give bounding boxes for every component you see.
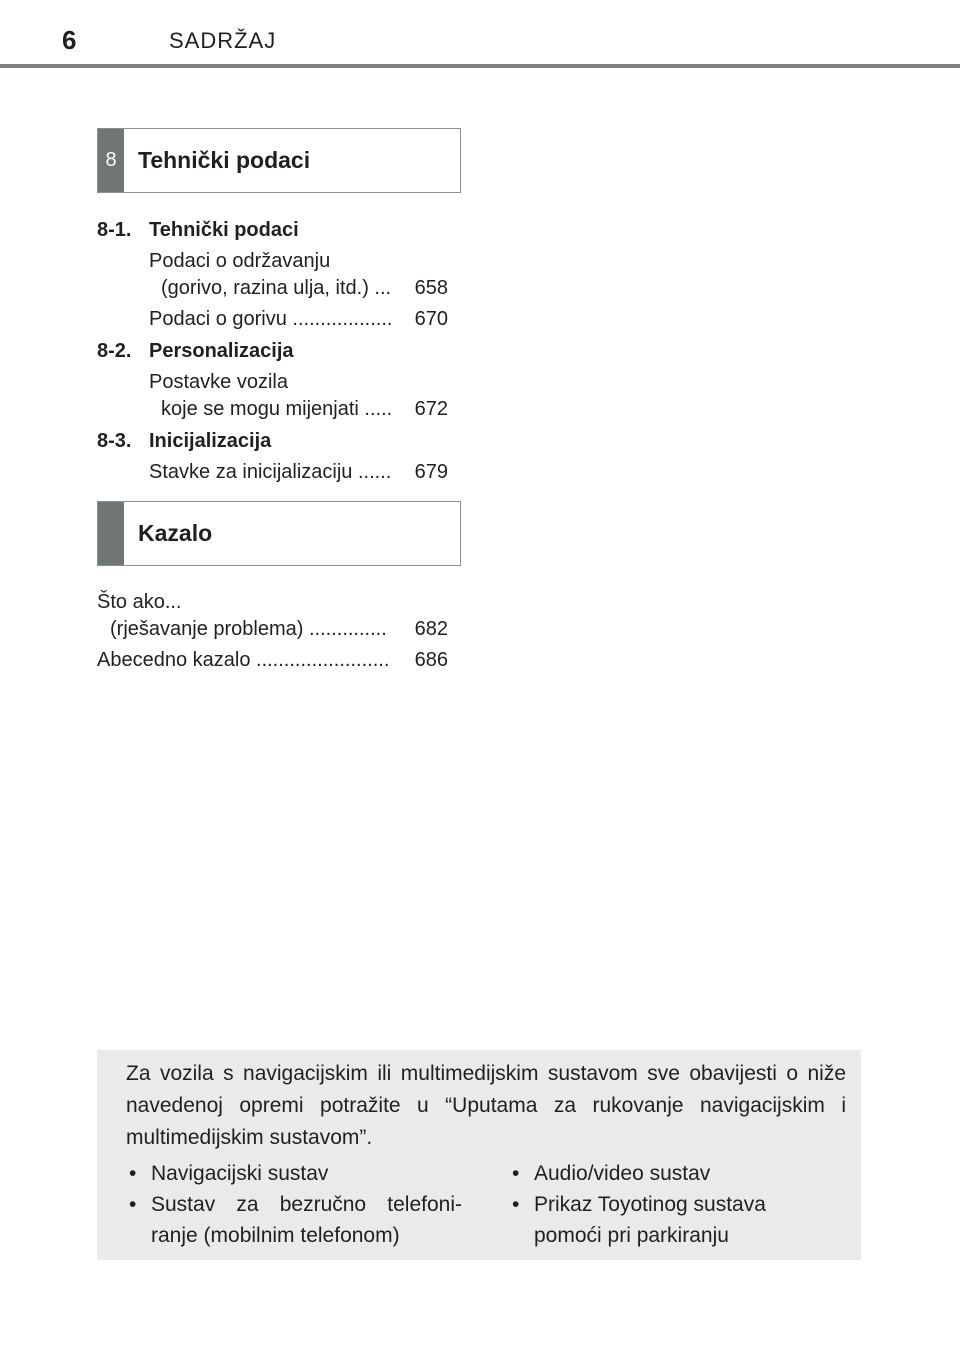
entry-title: (gorivo, razina ulja, itd.) [161,277,369,299]
toc-entry-line[interactable]: Podaci o održavanju [149,250,331,272]
toc-chapter-8-1[interactable] [97,217,299,243]
leader-dots: ........................ [250,649,390,671]
page-ref: 679 [414,461,448,483]
toc-entry-line[interactable]: Postavke vozila [149,371,288,393]
list-item: • Sustav za bezručno telefoni- [151,1189,462,1220]
leader-dots: .................. [286,308,393,330]
page-ref: 682 [414,618,448,640]
entry-title: Podaci o gorivu [149,308,287,330]
header-rule [0,64,960,68]
section-tab: 8 [98,129,124,192]
leader-dots: ... [368,277,392,299]
chapter-number: 8-1. [97,219,132,241]
list-item: • Prikaz Toyotinog sustava [534,1189,766,1220]
chapter-number: 8-2. [97,340,132,362]
running-title: SADRŽAJ [169,28,277,53]
page-ref: 670 [414,308,448,330]
leader-dots: ...... [352,461,392,483]
note-text: Za vozila s navigacijskim ili multimedijskim sustavom sve obavijesti o niže navedenoj opremi potražite u “Uputama za rukovanje navigacijskim i multimedijskim sustavom”. [126,1062,846,1149]
bullet-icon: • [129,1193,137,1216]
info-note-box [97,1050,861,1260]
list-item: • Navigacijski sustav [151,1158,328,1189]
section-heading-8 [97,128,461,193]
page-number: 6 [62,25,77,55]
chapter-title: Inicijalizacija [149,430,272,452]
leader-dots: .............. [303,618,387,640]
page-ref: 672 [414,398,448,420]
bullet-icon: • [512,1162,520,1185]
page-ref: 658 [414,277,448,299]
list-item-continuation: pomoći pri parkiranju [534,1224,729,1247]
section-title: Tehnički podaci [138,147,311,173]
chapter-number: 8-3. [97,430,132,452]
toc-entry-line[interactable]: Što ako... [97,591,182,613]
section-heading-index [97,501,461,566]
entry-title: (rješavanje problema) [110,618,304,640]
chapter-title: Personalizacija [149,340,294,362]
page-ref: 686 [414,649,448,671]
list-item: • Audio/video sustav [534,1158,710,1189]
entry-title: Stavke za inicijalizaciju [149,461,353,483]
section-title: Kazalo [138,520,213,546]
toc-chapter-8-3[interactable] [97,428,271,454]
list-item-continuation: ranje (mobilnim telefonom) [151,1224,400,1247]
leader-dots: ..... [358,398,393,420]
page-header [0,0,960,70]
section-tab [98,502,124,565]
bullet-icon: • [129,1162,137,1185]
entry-title: koje se mogu mijenjati [161,398,359,420]
chapter-title: Tehnički podaci [149,219,299,241]
entry-title: Abecedno kazalo [97,649,251,671]
bullet-icon: • [512,1193,520,1216]
toc-chapter-8-2[interactable] [97,338,294,364]
